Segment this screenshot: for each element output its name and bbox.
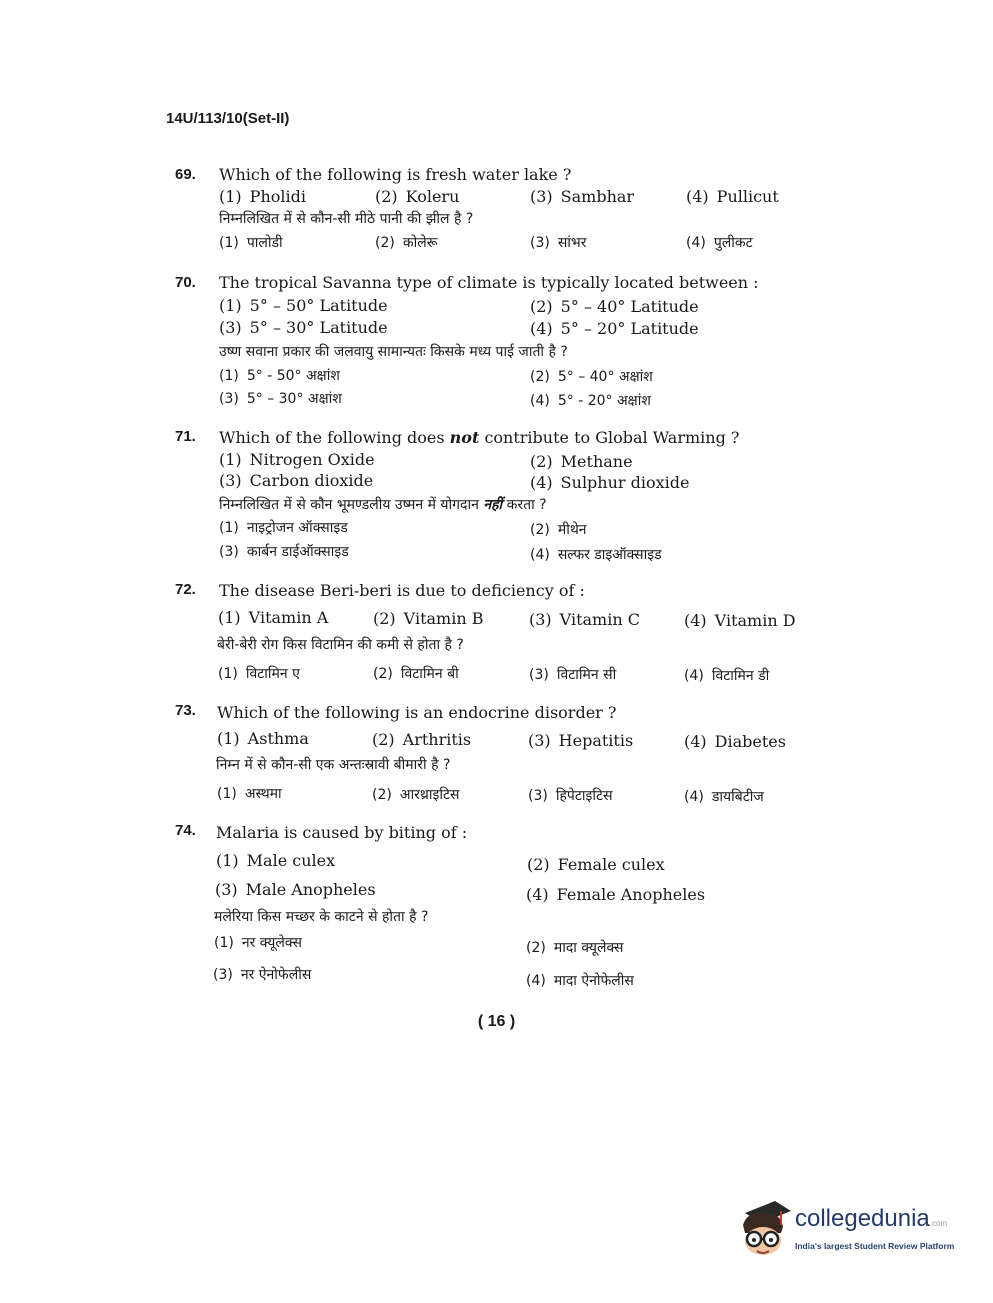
option-hi-2: (2) विटामिन बी [373, 666, 459, 682]
option-hi-1: (1) नाइट्रोजन ऑक्साइड [219, 520, 348, 536]
option-en-2: (2) Arthritis [372, 730, 472, 749]
page-number: ( 16 ) [477, 1013, 516, 1030]
option-en-2: (2) Female culex [527, 855, 665, 874]
option-hi-1: (1) पालोडी [219, 235, 283, 251]
question-text-en: Which of the following does not contribute to Global Warming ? [219, 428, 740, 447]
logo-tagline: India's largest Student Review Platform [795, 1241, 955, 1251]
option-en-3: (3) Hepatitis [528, 731, 634, 750]
option-en-2: (2) Koleru [375, 187, 460, 206]
question-number: 73. [175, 702, 196, 719]
question-text-en: The tropical Savanna type of climate is typically located between : [219, 273, 759, 292]
question-number: 74. [175, 822, 196, 839]
option-en-1: (1) Asthma [217, 729, 309, 748]
option-hi-4: (4) सल्फर डाइऑक्साइड [530, 547, 662, 563]
option-hi-4: (4) डायबिटीज [684, 789, 764, 805]
option-hi-3: (3) नर ऐनोफेलीस [213, 967, 312, 983]
option-en-2: (2) Methane [530, 452, 633, 471]
option-hi-2: (2) मीथेन [530, 522, 587, 538]
question-text-hi: बेरी-बेरी रोग किस विटामिन की कमी से होता है ? [217, 637, 464, 653]
option-hi-2: (2) आरथ्राइटिस [372, 787, 460, 803]
option-hi-4: (4) 5° - 20° अक्षांश [530, 393, 651, 409]
question-text-en: The disease Beri-beri is due to deficiency of : [219, 581, 585, 600]
option-en-3: (3) 5° – 30° Latitude [219, 318, 388, 337]
option-en-2: (2) Vitamin B [373, 609, 484, 628]
option-en-4: (4) Pullicut [686, 187, 779, 206]
paper-code: 14U/113/10(Set-II) [166, 110, 290, 127]
option-en-1: (1) 5° – 50° Latitude [219, 296, 388, 315]
option-en-4: (4) Diabetes [684, 732, 786, 751]
option-hi-2: (2) मादा क्यूलेक्स [526, 940, 624, 956]
question-number: 70. [175, 274, 196, 291]
option-en-3: (3) Vitamin C [529, 610, 640, 629]
question-number: 72. [175, 581, 196, 598]
option-en-4: (4) Sulphur dioxide [530, 473, 690, 492]
option-hi-2: (2) 5° – 40° अक्षांश [530, 369, 653, 385]
question-text-en: Malaria is caused by biting of : [216, 823, 468, 842]
option-en-3: (3) Carbon dioxide [219, 471, 374, 490]
option-en-4: (4) Female Anopheles [526, 885, 706, 904]
option-en-3: (3) Sambhar [530, 187, 635, 206]
question-text-hi: निम्नलिखित में से कौन-सी मीठे पानी की झील है ? [219, 211, 474, 227]
option-hi-2: (2) कोलेरू [375, 235, 438, 251]
option-hi-4: (4) विटामिन डी [684, 668, 770, 684]
option-hi-3: (3) विटामिन सी [529, 667, 617, 683]
question-number: 71. [175, 428, 196, 445]
option-en-1: (1) Male culex [216, 851, 336, 870]
option-hi-3: (3) सांभर [530, 235, 587, 251]
option-hi-3: (3) 5° – 30° अक्षांश [219, 391, 342, 407]
question-text-hi: निम्नलिखित में से कौन भूमण्डलीय उष्मन में योगदान नहीं करता ? [219, 497, 547, 513]
option-en-4: (4) 5° – 20° Latitude [530, 319, 699, 338]
mascot-icon [735, 1195, 793, 1261]
question-text-hi: मलेरिया किस मच्छर के काटने से होता है ? [214, 909, 429, 925]
option-hi-1: (1) विटामिन ए [218, 666, 300, 682]
question-number: 69. [175, 166, 196, 183]
option-en-2: (2) 5° – 40° Latitude [530, 297, 699, 316]
collegedunia-logo [735, 1195, 965, 1265]
option-hi-1: (1) 5° - 50° अक्षांश [219, 368, 340, 384]
logo-wordmark: collegedunia.com [795, 1205, 948, 1232]
option-en-1: (1) Vitamin A [218, 608, 329, 627]
option-hi-3: (3) हिपेटाइटिस [528, 788, 613, 804]
option-hi-1: (1) अस्थमा [217, 786, 282, 802]
question-text-hi: उष्ण सवाना प्रकार की जलवायु सामान्यतः किसके मध्य पाई जाती है ? [219, 344, 568, 360]
option-hi-4: (4) मादा ऐनोफेलीस [526, 973, 634, 989]
option-en-4: (4) Vitamin D [684, 611, 796, 630]
question-text-en: Which of the following is an endocrine disorder ? [217, 703, 617, 722]
question-text-hi: निम्न में से कौन-सी एक अन्तःस्रावी बीमारी है ? [216, 757, 451, 773]
option-en-1: (1) Pholidi [219, 187, 306, 206]
question-text-en: Which of the following is fresh water lake ? [219, 165, 572, 184]
option-hi-3: (3) कार्बन डाईऑक्साइड [219, 544, 349, 560]
option-en-3: (3) Male Anopheles [215, 880, 376, 899]
option-hi-1: (1) नर क्यूलेक्स [214, 935, 302, 951]
option-en-1: (1) Nitrogen Oxide [219, 450, 375, 469]
option-hi-4: (4) पुलीकट [686, 235, 753, 251]
